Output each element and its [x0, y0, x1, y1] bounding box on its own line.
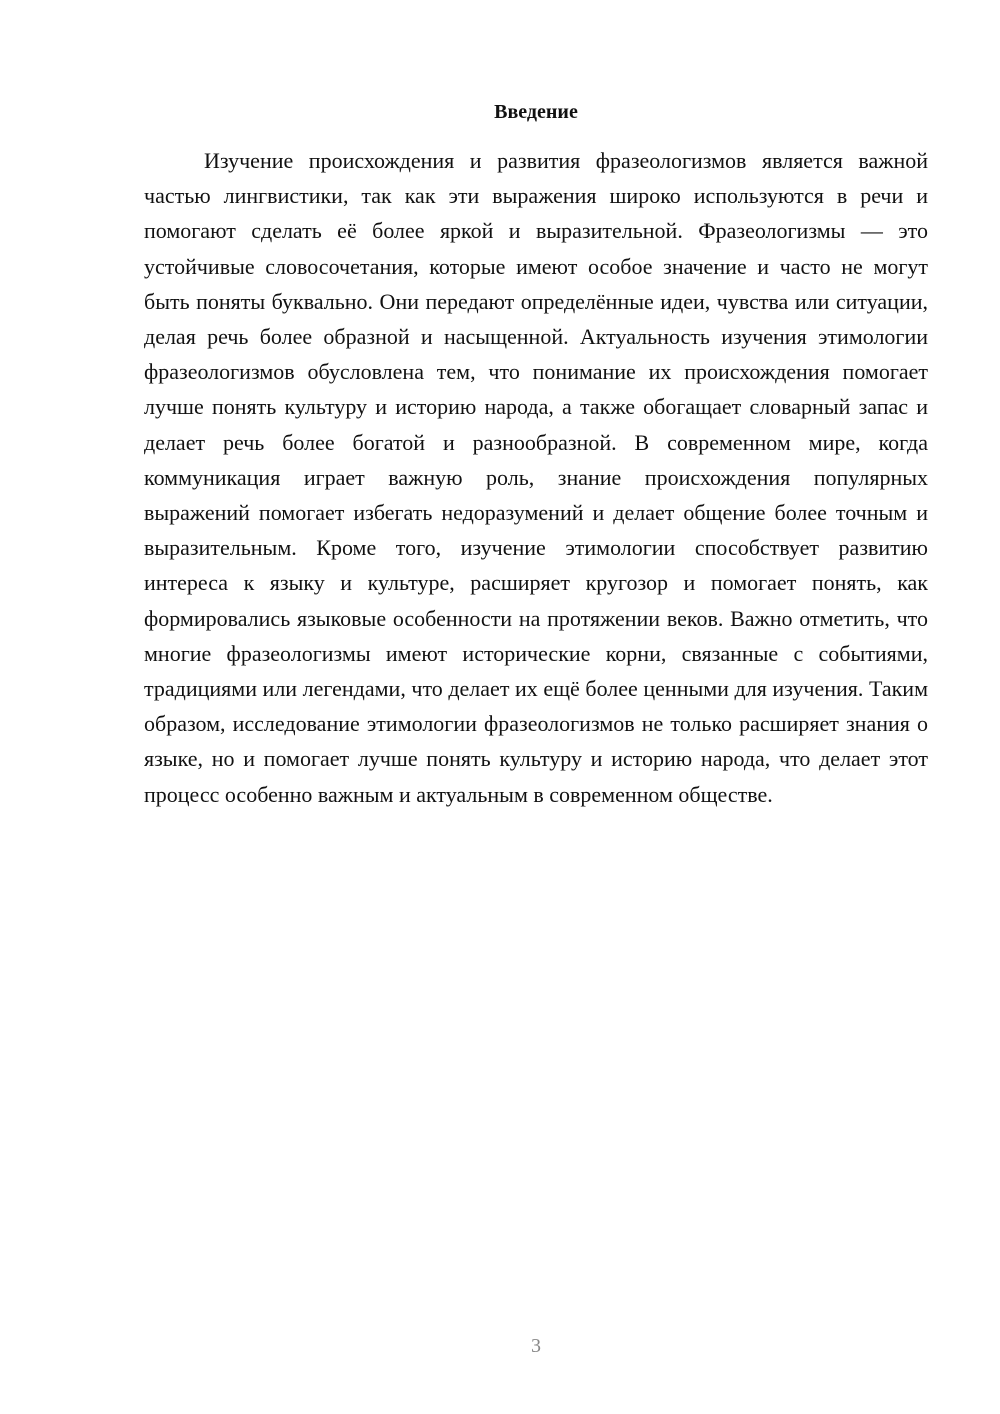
- body-paragraph: Изучение происхождения и развития фразеологизмов является важной частью лингвистики, так как эти выражения широко используются в речи и помогают сделать её более яркой и выразительной. Фразеологизмы — это устойчивые словосочетания, которые имеют особое значение и часто не могут быть поняты буквально. Они передают определённые идеи, чувства или ситуации, делая речь более образной и насыщенной. Актуальность изучения этимологии фразеологизмов обусловлена тем, что понимание их происхождения помогает лучше понять культуру и историю народа, а также обогащает словарный запас и делает речь более богатой и разнообразной. В современном мире, когда коммуникация играет важную роль, знание происхождения популярных выражений помогает избегать недоразумений и делает общение более точным и выразительным. Кроме того, изучение этимологии способствует развитию интереса к языку и культуре, расширяет кругозор и помогает понять, как формировались языковые особенности на протяжении веков. Важно отметить, что многие фразеологизмы имеют исторические корни, связанные с событиями, традициями или легендами, что делает их ещё более ценными для изучения. Таким образом, исследование этимологии фразеологизмов не только расширяет знания о языке, но и помогает лучше понять культуру и историю народа, что делает этот процесс особенно важным и актуальным в современном обществе.: [144, 148, 928, 807]
- section-heading: Введение: [494, 101, 578, 123]
- page-number: 3: [531, 1335, 541, 1357]
